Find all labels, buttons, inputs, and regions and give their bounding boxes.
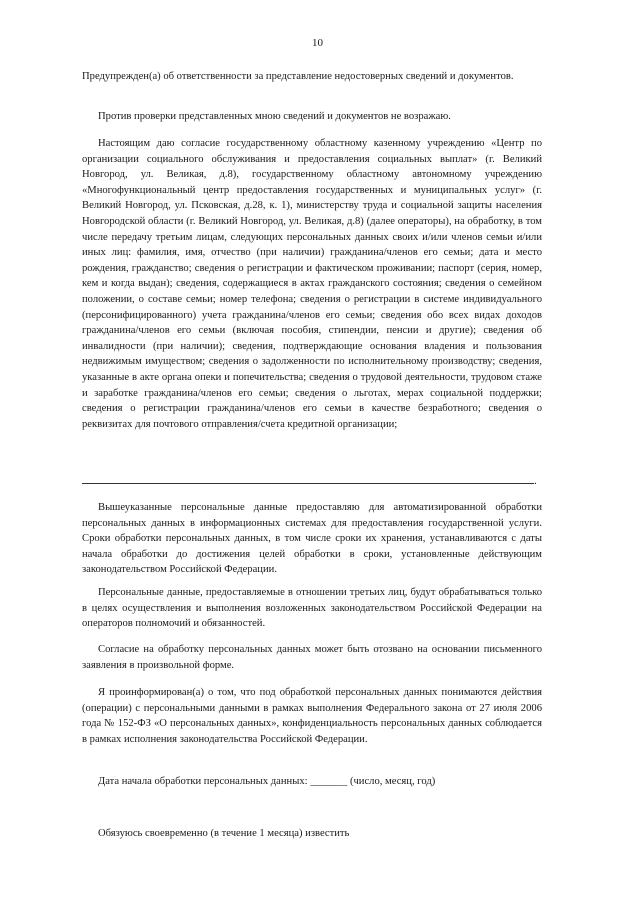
paragraph-informed: Я проинформирован(а) о том, что под обработкой персональных данных понимаются действия (операции) с персональными данными в рамках выполнения Федерального закона от 27 июля 2006 года № 152-ФЗ «О персональных данных», конфиденциальность персональных данных соблюдается в рамках исполнения законодательства Российской Федерации. <box>82 687 542 745</box>
blank-fill-line <box>82 483 534 484</box>
paragraph-purpose: Вышеуказанные персональные данные предоставляю для автоматизированной обработки персональных данных в информационных системах для предоставления государственной услуги. Сроки обработки персональных данных, в том числе сроки их хранения, устанавливаются с даты начала обработки до достижения целей обработки в сроки, установленные действующим законодательством Российской Федерации. <box>82 502 542 576</box>
blank-line-end: . <box>534 475 537 487</box>
page-number: 10 <box>312 37 323 49</box>
paragraph-third-parties: Персональные данные, предоставляемые в отношении третьих лиц, будут обрабатываться только в целях осуществления и выполнения возложенных законодательством Российской Федерации на операторов полномочий и обязанностей. <box>82 587 542 630</box>
paragraph-obligation: Обязуюсь своевременно (в течение 1 месяца) известить <box>98 828 350 839</box>
paragraph-warning: Предупрежден(а) об ответственности за представление недостоверных сведений и документов. <box>82 71 514 82</box>
paragraph-consent: Настоящим даю согласие государственному областному казенному учреждению «Центр по организации социального обслуживания и предоставления социальных выплат» (г. Великий Новгород, ул. Великая, д.8), государственному областному автономному учреждению «Многофункциональный центр предоставления государственных и муниципальных услуг» (г. Великий Новгород, ул. Псковская, д.28, к. 1), министерству труда и социальной защиты населения Новгородской области (г. Великий Новгород, ул. Великая, д.8) (далее операторы), на обработку, в том числе передачу третьим лицам, следующих персональных данных своих и/или членов семьи и/или иных лиц: фамилия, имя, отчество (при наличии) гражданина/членов его семьи; дата и место рождения, гражданство; сведения о регистрации и фактическом проживании; паспорт (серия, номер, кем и когда выдан); сведения, содержащиеся в актах гражданского состояния; сведения о семейном положении, о составе семьи; номер телефона; сведения о регистрации в системе индивидуального (персонифицированного) учета гражданина/членов его семьи; сведения обо всех видах доходов гражданина/членов его семьи (включая пособия, стипендии, пенсии и другие); сведения об инвалидности (при наличии); сведения, подтверждающие основания владения и пользования недвижимым имуществом; сведения о задолженности по исполнительному производству; сведения, указанные в акте органа опеки и попечительства; сведения о трудовой деятельности, трудовом стаже и заработке гражданина/членов его семьи; сведения о льготах, мерах социальной поддержки; сведения о регистрации гражданина/членов его семьи в качестве безработного; сведения о реквизитах для почтового отправления/счета кредитной организации; <box>82 138 542 430</box>
paragraph-start-date: Дата начала обработки персональных данных: _______ (число, месяц, год) <box>98 776 436 787</box>
paragraph-revocation: Согласие на обработку персональных данных может быть отозвано на основании письменного заявления в произвольной форме. <box>82 644 542 671</box>
paragraph-no-objection: Против проверки представленных мною сведений и документов не возражаю. <box>98 111 451 122</box>
